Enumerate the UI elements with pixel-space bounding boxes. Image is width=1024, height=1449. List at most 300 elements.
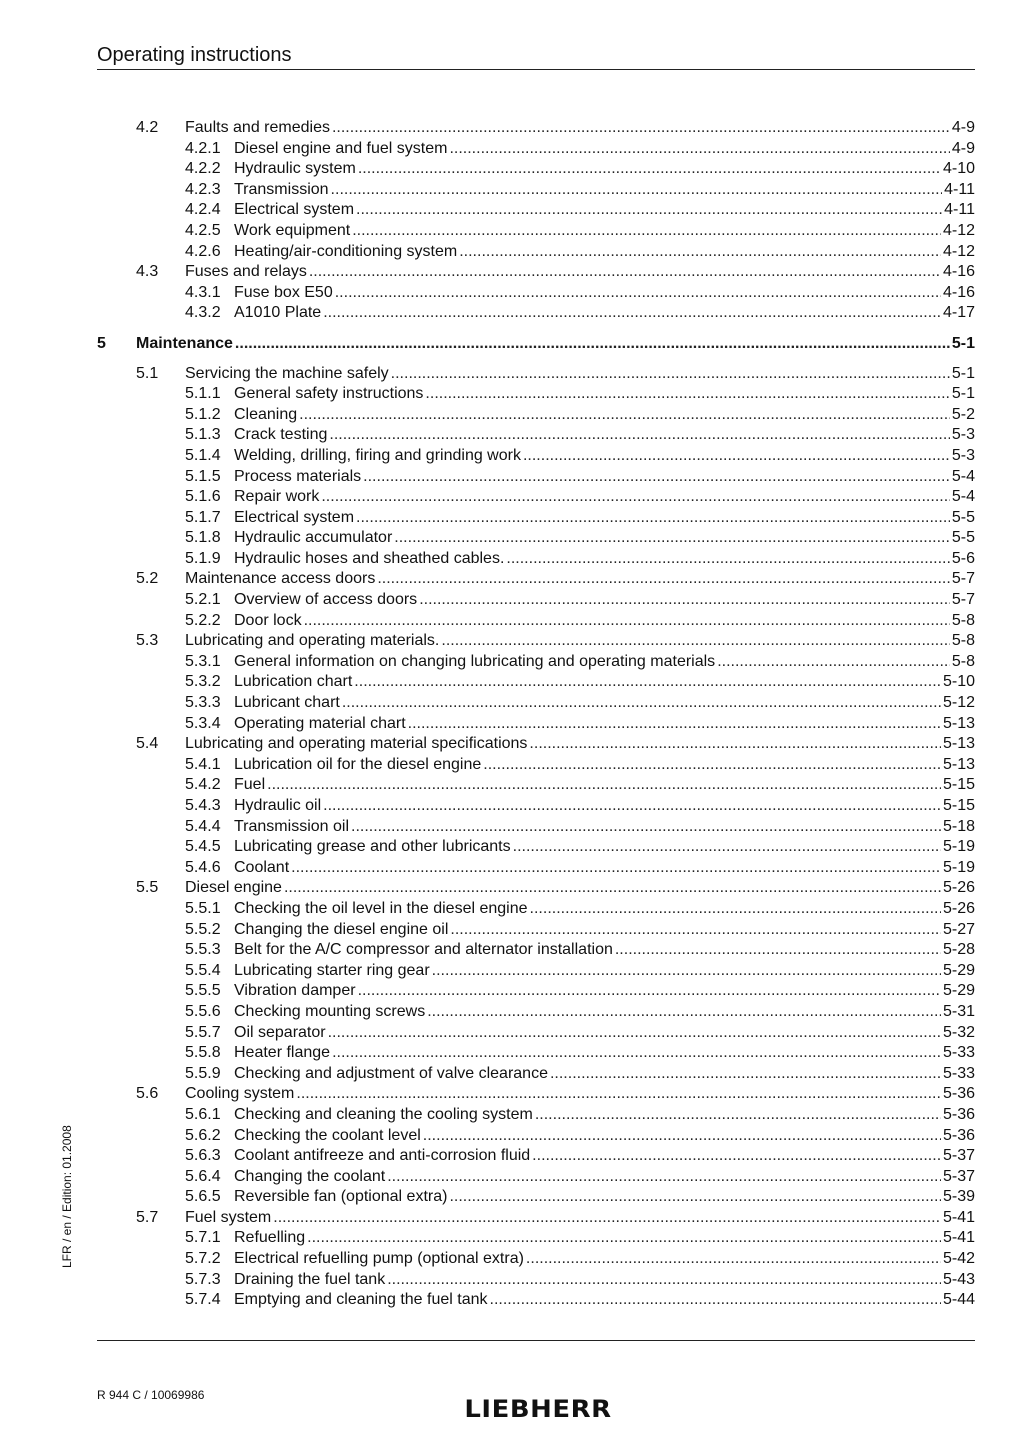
- toc-entry[interactable]: [97, 1126, 975, 1147]
- toc-entry-title: Vibration damper: [234, 981, 358, 1002]
- toc-entry-title: Checking the oil level in the diesel engine: [234, 899, 530, 920]
- toc-entry[interactable]: [97, 1002, 975, 1023]
- toc-dot-leader: [332, 1043, 941, 1064]
- toc-entry-number: 5.1.1: [185, 385, 221, 403]
- toc-entry-line: [234, 1290, 975, 1311]
- toc-entry-page: 5-44: [942, 1291, 975, 1309]
- toc-entry-line: [234, 940, 975, 961]
- toc-entry-page: 5-41: [942, 1229, 975, 1247]
- toc-entry-title: Heating/air-conditioning system: [234, 242, 459, 263]
- toc-entry[interactable]: [97, 1146, 975, 1167]
- toc-entry-line: [234, 1146, 975, 1167]
- toc-entry-title: Lubricant chart: [234, 693, 342, 714]
- toc-dot-leader: [321, 487, 950, 508]
- toc-entry-number: 4.2.4: [185, 201, 221, 219]
- toc-entry-page: 5-19: [942, 838, 975, 856]
- toc-entry-line: [234, 283, 975, 304]
- toc-entry-title: Electrical system: [234, 508, 356, 529]
- toc-entry-title: Coolant antifreeze and anti-corrosion fluid: [234, 1146, 532, 1167]
- toc-dot-leader: [717, 652, 950, 673]
- toc-entry-page: 5-43: [942, 1270, 975, 1288]
- toc-entry-title: Cooling system: [185, 1084, 296, 1105]
- toc-entry-page: 5-32: [942, 1023, 975, 1041]
- toc-entry-line: [234, 467, 975, 488]
- toc-entry[interactable]: [97, 1023, 975, 1044]
- toc-entry-line: [234, 1249, 975, 1270]
- toc-entry-title: Fuel: [234, 775, 267, 796]
- toc-dot-leader: [449, 1187, 941, 1208]
- toc-entry-number: 5.1.4: [185, 446, 221, 464]
- toc-entry-title: Lubrication chart: [234, 672, 354, 693]
- toc-dot-leader: [358, 981, 941, 1002]
- toc-entry-line: [234, 652, 975, 673]
- toc-entry[interactable]: [97, 817, 975, 838]
- toc-entry[interactable]: [97, 1167, 975, 1188]
- toc-dot-leader: [530, 899, 941, 920]
- toc-entry-title: Refuelling: [234, 1228, 307, 1249]
- toc-entry[interactable]: [97, 262, 975, 283]
- toc-entry-line: [234, 837, 975, 858]
- toc-entry-title: Fuse box E50: [234, 283, 335, 304]
- toc-dot-leader: [335, 283, 941, 304]
- toc-entry-page: 5-7: [951, 591, 975, 609]
- toc-entry-number: 5.3.2: [185, 673, 221, 691]
- toc-entry[interactable]: [97, 1043, 975, 1064]
- toc-entry-line: [234, 200, 975, 221]
- toc-entry-number: 5.4.1: [185, 755, 221, 773]
- toc-entry[interactable]: [97, 899, 975, 920]
- toc-entry-title: Operating material chart: [234, 714, 408, 735]
- toc-entry-page: 5-6: [951, 549, 975, 567]
- toc-entry-line: [234, 1126, 975, 1147]
- toc-entry-title: Lubricating starter ring gear: [234, 961, 432, 982]
- toc-entry[interactable]: [97, 796, 975, 817]
- toc-entry-line: [234, 1105, 975, 1126]
- toc-entry-title: Draining the fuel tank: [234, 1270, 387, 1291]
- toc-entry-title: Welding, drilling, firing and grinding work: [234, 446, 523, 467]
- page-header-title: Operating instructions: [97, 44, 292, 66]
- toc-entry[interactable]: [97, 1290, 975, 1311]
- toc-entry-title: Oil separator: [234, 1023, 328, 1044]
- toc-dot-leader: [391, 364, 950, 385]
- toc-dot-leader: [615, 940, 941, 961]
- toc-entry[interactable]: [97, 693, 975, 714]
- toc-dot-leader: [394, 528, 950, 549]
- toc-entry-title: Hydraulic oil: [234, 796, 323, 817]
- toc-entry-number: 5.4: [136, 735, 159, 753]
- toc-entry-page: 5-8: [951, 632, 975, 650]
- toc-entry[interactable]: [97, 118, 975, 139]
- toc-entry[interactable]: [97, 652, 975, 673]
- toc-entry-page: 5-1: [951, 385, 975, 403]
- toc-entry-page: 5-4: [951, 488, 975, 506]
- toc-entry-number: 4.3.1: [185, 283, 221, 301]
- toc-entry[interactable]: [97, 837, 975, 858]
- toc-entry-title: Hydraulic hoses and sheathed cables.: [234, 549, 506, 570]
- toc-entry-number: 5.6.3: [185, 1147, 221, 1165]
- toc-dot-leader: [423, 1126, 941, 1147]
- toc-entry-line: [234, 1023, 975, 1044]
- toc-entry-line: [185, 118, 975, 139]
- toc-entry[interactable]: [97, 487, 975, 508]
- toc-entry[interactable]: [97, 180, 975, 201]
- toc-dot-leader: [296, 1084, 941, 1105]
- toc-entry[interactable]: [97, 672, 975, 693]
- toc-entry-line: [234, 755, 975, 776]
- toc-entry-title: General safety instructions: [234, 384, 425, 405]
- toc-entry-page: 5-13: [942, 714, 975, 732]
- toc-entry-line: [234, 920, 975, 941]
- toc-entry-number: 5.3.3: [185, 694, 221, 712]
- toc-entry-number: 5: [97, 334, 106, 352]
- toc-dot-leader: [354, 672, 941, 693]
- toc-entry-page: 5-36: [942, 1126, 975, 1144]
- toc-entry-page: 5-12: [942, 694, 975, 712]
- toc-entry-page: 5-13: [942, 755, 975, 773]
- toc-dot-leader: [323, 796, 941, 817]
- toc-entry-line: [234, 159, 975, 180]
- toc-entry[interactable]: [97, 734, 975, 755]
- toc-entry[interactable]: [97, 981, 975, 1002]
- toc-dot-leader: [307, 1228, 941, 1249]
- toc-entry-page: 5-1: [951, 364, 975, 382]
- toc-entry-page: 5-13: [942, 735, 975, 753]
- toc-entry-title: Checking the coolant level: [234, 1126, 423, 1147]
- toc-entry-number: 5.4.2: [185, 776, 221, 794]
- toc-dot-leader: [273, 1208, 941, 1229]
- toc-entry[interactable]: [97, 611, 975, 632]
- toc-entry-page: 5-5: [951, 508, 975, 526]
- toc-entry-number: 5.7.3: [185, 1270, 221, 1288]
- toc-entry-line: [185, 1208, 975, 1229]
- toc-dot-leader: [483, 755, 941, 776]
- toc-entry-page: 5-15: [942, 776, 975, 794]
- toc-entry[interactable]: [97, 961, 975, 982]
- toc-entry-number: 4.3.2: [185, 304, 221, 322]
- toc-entry-number: 5.6.4: [185, 1167, 221, 1185]
- toc-entry-number: 5.7.4: [185, 1291, 221, 1309]
- toc-entry-line: [234, 180, 975, 201]
- toc-entry-number: 5.5.8: [185, 1044, 221, 1062]
- toc-entry[interactable]: [97, 334, 975, 355]
- toc-entry-page: 5-7: [951, 570, 975, 588]
- toc-entry-title: Door lock: [234, 611, 304, 632]
- toc-entry-number: 5.3.1: [185, 652, 221, 670]
- toc-entry-number: 5.1.5: [185, 467, 221, 485]
- toc-entry-title: Lubricating and operating materials.: [185, 631, 441, 652]
- toc-dot-leader: [329, 425, 950, 446]
- toc-entry-line: [234, 1187, 975, 1208]
- toc-entry-title: Crack testing: [234, 425, 329, 446]
- toc-entry-title: Checking and cleaning the cooling system: [234, 1105, 535, 1126]
- toc-entry-number: 5.6.2: [185, 1126, 221, 1144]
- toc-entry[interactable]: [97, 139, 975, 160]
- toc-dot-leader: [425, 384, 949, 405]
- toc-entry-line: [234, 1002, 975, 1023]
- toc-entry-page: 5-19: [942, 858, 975, 876]
- toc-dot-leader: [332, 118, 950, 139]
- toc-entry-line: [234, 858, 975, 879]
- toc-entry-title: Maintenance access doors: [185, 569, 377, 590]
- toc-entry-line: [234, 899, 975, 920]
- toc-entry-line: [234, 549, 975, 570]
- toc-entry-page: 5-29: [942, 982, 975, 1000]
- toc-dot-leader: [459, 242, 941, 263]
- toc-entry[interactable]: [97, 467, 975, 488]
- toc-entry-title: Heater flange: [234, 1043, 332, 1064]
- toc-entry-title: Hydraulic accumulator: [234, 528, 394, 549]
- toc-entry[interactable]: [97, 1228, 975, 1249]
- toc-entry-line: [234, 590, 975, 611]
- toc-entry-page: 4-11: [944, 201, 975, 219]
- toc-entry-number: 5.7.2: [185, 1250, 221, 1268]
- toc-entry[interactable]: [97, 528, 975, 549]
- toc-entry-title: Cleaning: [234, 405, 299, 426]
- toc-entry-line: [234, 425, 975, 446]
- toc-entry-number: 5.5.6: [185, 1002, 221, 1020]
- toc-entry-number: 4.2.6: [185, 242, 221, 260]
- toc-entry-line: [185, 364, 975, 385]
- toc-entry[interactable]: [97, 755, 975, 776]
- toc-entry[interactable]: [97, 714, 975, 735]
- toc-entry-page: 5-36: [942, 1085, 975, 1103]
- toc-entry-page: 4-11: [944, 180, 975, 198]
- toc-entry-number: 5.5.1: [185, 899, 221, 917]
- toc-entry-title: General information on changing lubricating and operating materials: [234, 652, 717, 673]
- toc-entry-title: Fuses and relays: [185, 262, 309, 283]
- toc-entry-number: 5.5.9: [185, 1064, 221, 1082]
- toc-entry-number: 5.1.7: [185, 508, 221, 526]
- toc-dot-leader: [342, 693, 941, 714]
- toc-dot-leader: [356, 200, 942, 221]
- toc-entry[interactable]: [97, 858, 975, 879]
- toc-entry-title: Coolant: [234, 858, 291, 879]
- header-divider: [97, 69, 975, 70]
- toc-dot-leader: [356, 508, 950, 529]
- toc-entry-title: A1010 Plate: [234, 303, 323, 324]
- toc-entry[interactable]: [97, 1105, 975, 1126]
- toc-entry-page: 5-4: [951, 467, 975, 485]
- toc-entry[interactable]: [97, 1187, 975, 1208]
- toc-entry[interactable]: [97, 221, 975, 242]
- toc-dot-leader: [408, 714, 941, 735]
- toc-entry-number: 5.3: [136, 632, 159, 650]
- toc-entry[interactable]: [97, 303, 975, 324]
- toc-entry-page: 5-37: [942, 1167, 975, 1185]
- table-of-contents: [97, 118, 975, 1311]
- toc-entry-title: Overview of access doors: [234, 590, 419, 611]
- toc-entry-page: 5-3: [951, 446, 975, 464]
- toc-entry-title: Electrical system: [234, 200, 356, 221]
- toc-entry-line: [234, 1167, 975, 1188]
- toc-entry[interactable]: [97, 364, 975, 385]
- toc-entry-number: 5.5.3: [185, 941, 221, 959]
- toc-entry-number: 5.7: [136, 1208, 159, 1226]
- toc-entry-page: 4-9: [951, 119, 975, 136]
- toc-entry-page: 5-39: [942, 1188, 975, 1206]
- toc-entry-number: 4.2: [136, 119, 159, 136]
- toc-entry-title: Diesel engine and fuel system: [234, 139, 449, 160]
- toc-dot-leader: [358, 159, 941, 180]
- toc-entry-number: 5.1: [136, 364, 159, 382]
- toc-entry-number: 5.6.1: [185, 1105, 221, 1123]
- toc-entry-line: [185, 569, 975, 590]
- toc-entry-title: Lubrication oil for the diesel engine: [234, 755, 483, 776]
- toc-entry[interactable]: [97, 590, 975, 611]
- toc-dot-leader: [513, 837, 941, 858]
- toc-entry-page: 4-9: [951, 139, 975, 157]
- toc-entry-line: [185, 734, 975, 755]
- toc-entry-title: Hydraulic system: [234, 159, 358, 180]
- toc-entry-number: 5.5.4: [185, 961, 221, 979]
- toc-entry-title: Faults and remedies: [185, 118, 332, 139]
- toc-entry-line: [234, 961, 975, 982]
- toc-entry[interactable]: [97, 940, 975, 961]
- toc-entry-line: [234, 672, 975, 693]
- toc-entry-title: Lubricating and operating material specifications: [185, 734, 529, 755]
- toc-entry-line: [234, 242, 975, 263]
- toc-dot-leader: [363, 467, 950, 488]
- toc-entry-line: [234, 384, 975, 405]
- toc-dot-leader: [550, 1064, 941, 1085]
- toc-entry-line: [234, 528, 975, 549]
- toc-entry-page: 5-33: [942, 1044, 975, 1062]
- toc-entry-line: [234, 139, 975, 160]
- toc-entry-page: 4-12: [942, 242, 975, 260]
- toc-entry-line: [234, 405, 975, 426]
- toc-dot-leader: [331, 180, 943, 201]
- toc-entry-line: [234, 1228, 975, 1249]
- toc-entry-page: 5-2: [951, 405, 975, 423]
- toc-entry[interactable]: [97, 1270, 975, 1291]
- toc-entry-line: [185, 262, 975, 283]
- toc-entry-page: 5-42: [942, 1250, 975, 1268]
- toc-entry[interactable]: [97, 631, 975, 652]
- toc-dot-leader: [291, 858, 941, 879]
- toc-entry-line: [234, 981, 975, 1002]
- toc-entry[interactable]: [97, 446, 975, 467]
- toc-entry-number: 5.5.5: [185, 982, 221, 1000]
- toc-entry-page: 5-3: [951, 426, 975, 444]
- toc-entry[interactable]: [97, 508, 975, 529]
- footer-divider: [97, 1340, 975, 1341]
- toc-entry-page: 5-31: [942, 1002, 975, 1020]
- toc-entry[interactable]: [97, 384, 975, 405]
- toc-entry-page: 5-1: [951, 334, 975, 352]
- toc-entry-number: 4.2.1: [185, 139, 221, 157]
- toc-entry[interactable]: [97, 405, 975, 426]
- toc-entry[interactable]: [97, 1249, 975, 1270]
- toc-entry-number: 5.6.5: [185, 1188, 221, 1206]
- toc-dot-leader: [523, 446, 950, 467]
- toc-entry-title: Transmission oil: [234, 817, 351, 838]
- toc-entry-page: 5-29: [942, 961, 975, 979]
- toc-dot-leader: [351, 817, 941, 838]
- toc-entry-line: [136, 334, 975, 355]
- toc-dot-leader: [535, 1105, 941, 1126]
- toc-entry[interactable]: [97, 200, 975, 221]
- toc-dot-leader: [387, 1270, 941, 1291]
- document-reference: R 944 C / 10069986: [97, 1388, 205, 1402]
- toc-entry-line: [234, 1270, 975, 1291]
- toc-dot-leader: [532, 1146, 941, 1167]
- toc-dot-leader: [450, 920, 941, 941]
- toc-entry-title: Electrical refuelling pump (optional extra): [234, 1249, 526, 1270]
- toc-entry[interactable]: [97, 1064, 975, 1085]
- toc-entry-page: 5-8: [951, 652, 975, 670]
- toc-entry-number: 5.1.9: [185, 549, 221, 567]
- toc-entry[interactable]: [97, 159, 975, 180]
- toc-entry-line: [234, 817, 975, 838]
- toc-dot-leader: [328, 1023, 941, 1044]
- toc-entry-title: Repair work: [234, 487, 321, 508]
- toc-entry-page: 4-16: [942, 283, 975, 301]
- toc-entry-line: [234, 508, 975, 529]
- toc-entry-line: [234, 303, 975, 324]
- toc-entry-line: [185, 1084, 975, 1105]
- toc-entry[interactable]: [97, 1084, 975, 1105]
- liebherr-logo: LIEBHERR: [464, 1395, 612, 1423]
- toc-entry[interactable]: [97, 425, 975, 446]
- toc-entry[interactable]: [97, 775, 975, 796]
- toc-entry-page: 5-10: [942, 673, 975, 691]
- toc-entry[interactable]: [97, 1208, 975, 1229]
- toc-dot-leader: [299, 405, 950, 426]
- toc-dot-leader: [309, 262, 941, 283]
- toc-entry-number: 5.2: [136, 570, 159, 588]
- toc-entry-number: 5.1.3: [185, 426, 221, 444]
- toc-entry[interactable]: [97, 569, 975, 590]
- toc-entry[interactable]: [97, 283, 975, 304]
- toc-entry-page: 5-8: [951, 611, 975, 629]
- toc-entry-number: 5.5.2: [185, 920, 221, 938]
- toc-entry-number: 5.4.5: [185, 838, 221, 856]
- toc-entry-number: 5.2.2: [185, 611, 221, 629]
- toc-dot-leader: [284, 878, 941, 899]
- toc-entry-number: 5.4.6: [185, 858, 221, 876]
- toc-entry-line: [234, 693, 975, 714]
- toc-entry-number: 5.3.4: [185, 714, 221, 732]
- toc-dot-leader: [387, 1167, 941, 1188]
- toc-entry[interactable]: [97, 549, 975, 570]
- toc-entry-number: 5.1.2: [185, 405, 221, 423]
- toc-entry-title: Changing the coolant: [234, 1167, 387, 1188]
- toc-entry[interactable]: [97, 242, 975, 263]
- toc-entry-title: Checking mounting screws: [234, 1002, 427, 1023]
- toc-dot-leader: [432, 961, 941, 982]
- toc-entry-page: 5-26: [942, 899, 975, 917]
- toc-entry[interactable]: [97, 878, 975, 899]
- toc-dot-leader: [235, 334, 950, 355]
- toc-entry-number: 5.5: [136, 879, 159, 897]
- toc-entry-line: [234, 446, 975, 467]
- toc-entry-line: [234, 487, 975, 508]
- toc-entry-page: 4-10: [942, 160, 975, 178]
- toc-entry-number: 4.3: [136, 263, 159, 281]
- toc-entry-line: [234, 611, 975, 632]
- edition-side-note: LFR / en / Edition: 01.2008: [60, 1125, 74, 1268]
- toc-dot-leader: [419, 590, 950, 611]
- toc-entry-number: 5.2.1: [185, 591, 221, 609]
- toc-entry-title: Changing the diesel engine oil: [234, 920, 450, 941]
- toc-entry-page: 4-16: [942, 263, 975, 281]
- toc-entry-page: 5-28: [942, 941, 975, 959]
- toc-entry-page: 5-41: [942, 1208, 975, 1226]
- toc-dot-leader: [267, 775, 941, 796]
- toc-dot-leader: [529, 734, 941, 755]
- toc-entry-title: Transmission: [234, 180, 331, 201]
- toc-entry[interactable]: [97, 920, 975, 941]
